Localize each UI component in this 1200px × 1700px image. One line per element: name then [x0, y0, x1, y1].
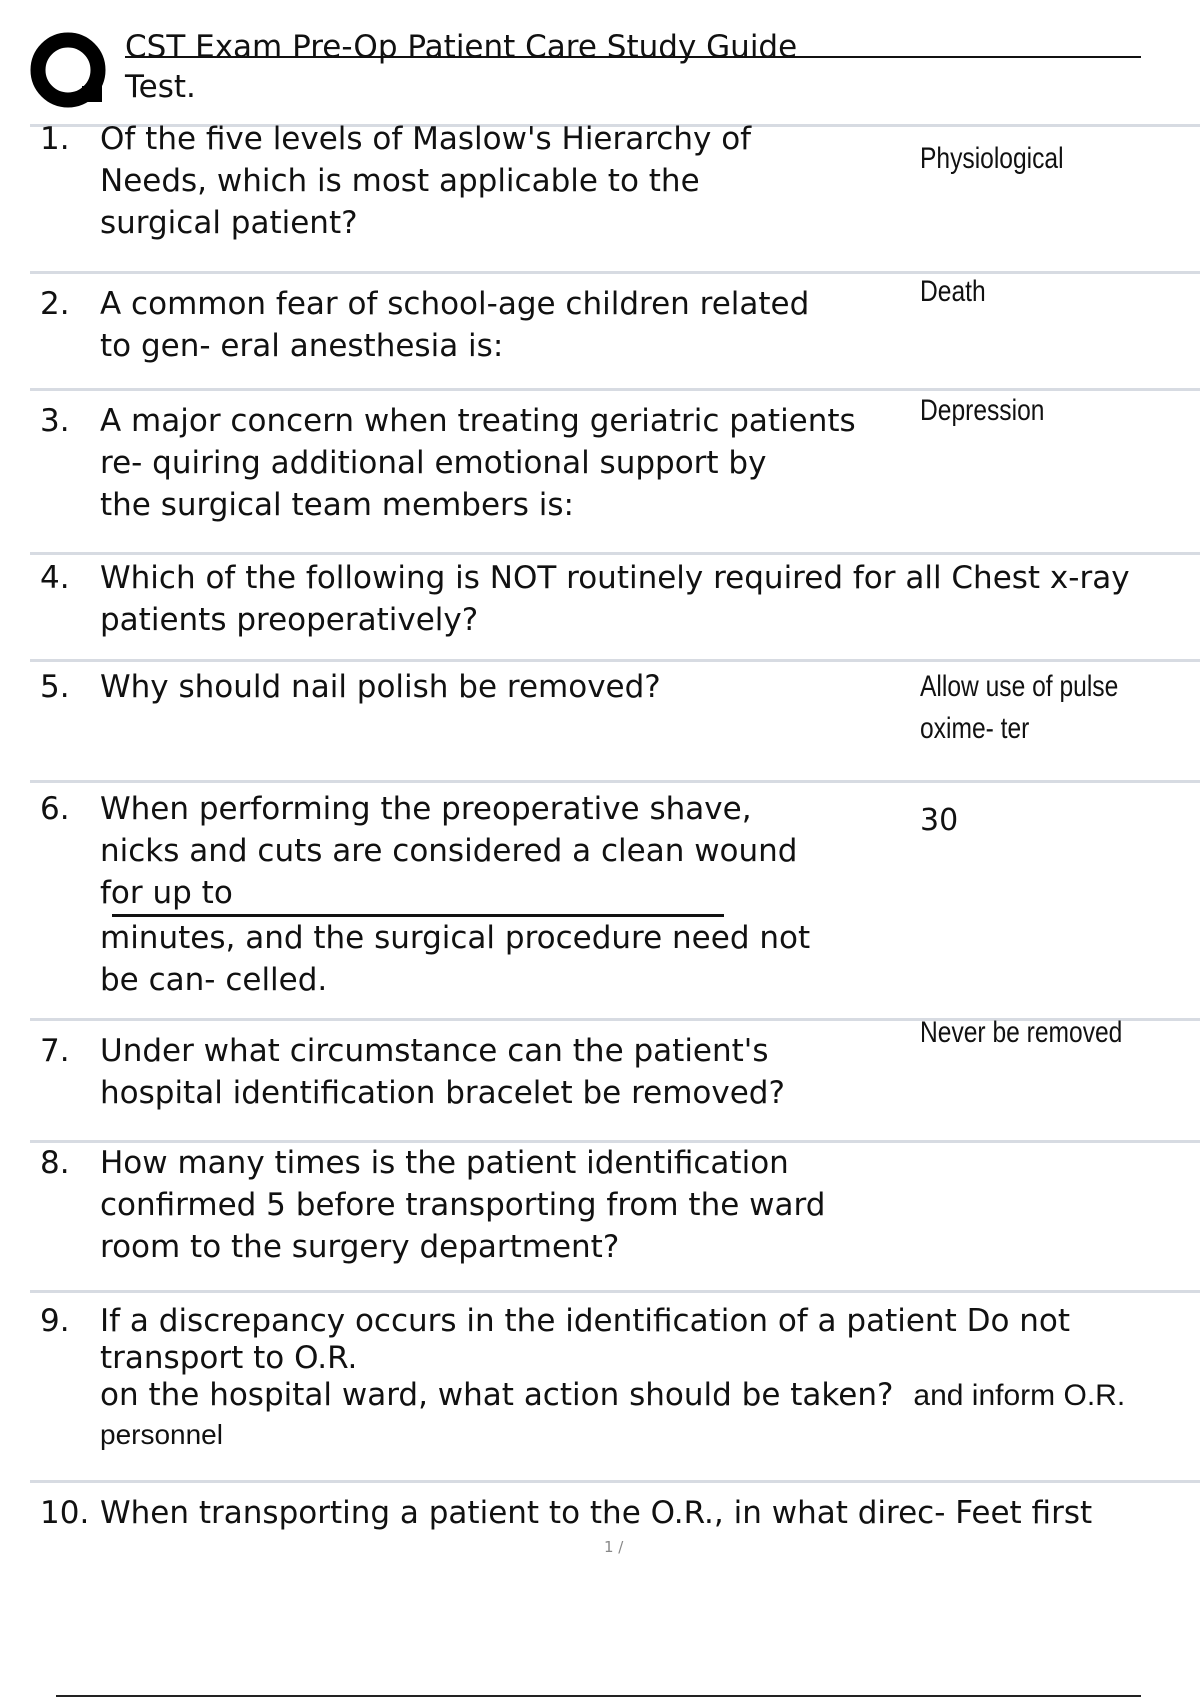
question-number: 2.: [40, 286, 70, 322]
question-number: 5.: [40, 669, 70, 705]
row-divider: [30, 659, 1200, 662]
question-number: 3.: [40, 403, 70, 439]
page-marker: 1 /: [604, 1538, 624, 1556]
bottom-rule: [56, 1695, 1141, 1697]
row-divider: [30, 1480, 1200, 1483]
row-divider: [30, 780, 1200, 783]
answer-text: Death: [920, 275, 986, 308]
question-text: Why should nail polish be removed?: [100, 669, 661, 705]
question-text: When transporting a patient to the O.R., in what direc- Feet first: [100, 1495, 1093, 1531]
question-number: 6.: [40, 791, 70, 827]
question-number: 1.: [40, 121, 70, 157]
question-number: 4.: [40, 560, 70, 596]
answer-text: Physiological: [920, 142, 1064, 175]
question-text: How many times is the patient identification confirmed 5 before transporting from the ward room to the surgery department?: [100, 1145, 826, 1265]
answer-text: and inform O.R.: [913, 1379, 1126, 1412]
answer-text: 30: [920, 803, 959, 838]
question-text: Of the five levels of Maslow's Hierarchy of Needs, which is most applicable to the surgical patient?: [100, 121, 752, 241]
question-text: If a discrepancy occurs in the identification of a patient Do not transport to O.R. on the hospital ward, what action should be taken? and inform O.R. personnel: [100, 1300, 1200, 1453]
answer-text: Allow use of pulse oxime- ter: [920, 670, 1119, 745]
question-text: Under what circumstance can the patient's hospital identification bracelet be removed?: [100, 1033, 785, 1111]
answer-text-continued: personnel: [100, 1419, 223, 1450]
row-divider: [30, 552, 1200, 555]
row-divider: [30, 1290, 1200, 1293]
answer-text: Depression: [920, 394, 1045, 427]
question-text: A major concern when treating geriatric patients re- quiring additional emotional support by the surgical team members is:: [100, 403, 856, 523]
question-number: 7.: [40, 1033, 70, 1069]
row-divider: [30, 271, 1200, 274]
q-logo-icon: [30, 30, 112, 112]
question-number: 8.: [40, 1145, 70, 1181]
question-text: Which of the following is NOT routinely required for all Chest x-ray patients preoperatively?: [100, 560, 1130, 638]
answer-text: Never be removed: [920, 1016, 1123, 1049]
question-text: When performing the preoperative shave, nicks and cuts are considered a clean wound for up to minutes, and the surgical procedure need not be can- celled.: [100, 791, 811, 998]
document-title: CST Exam Pre-Op Patient Care Study Guide: [125, 29, 798, 65]
document-subtitle: Test.: [125, 69, 196, 105]
question-text: A common fear of school-age children related to gen- eral anesthesia is:: [100, 286, 810, 364]
question-number: 9.: [40, 1303, 70, 1339]
question-number: 10.: [40, 1495, 90, 1531]
